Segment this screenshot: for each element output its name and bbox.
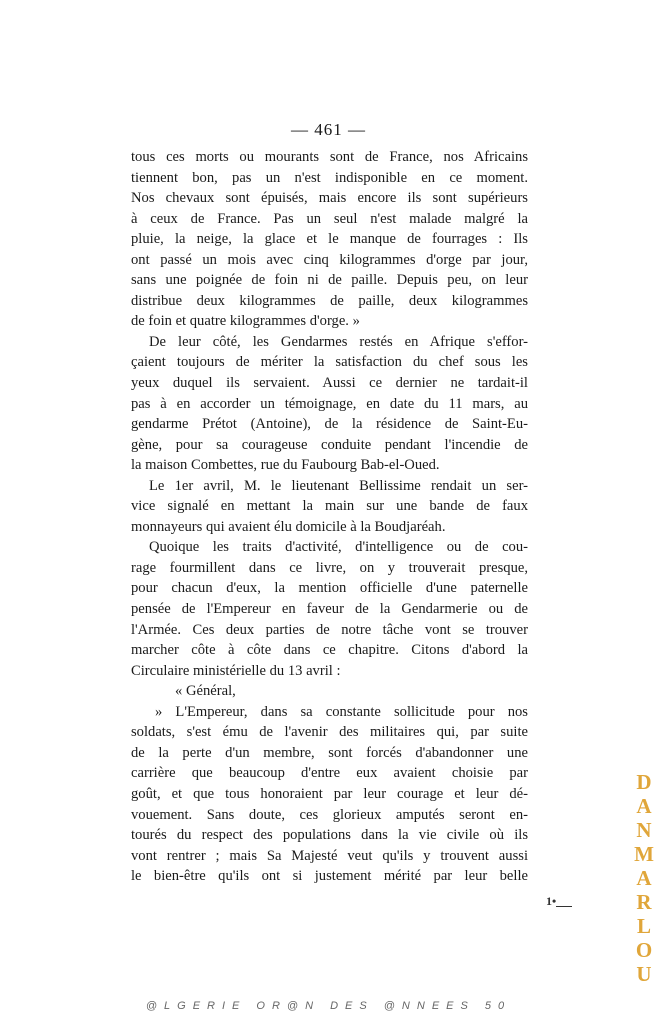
text-line: çaient toujours de mériter la satisfaction du chef sous les — [131, 354, 528, 371]
watermark-letter: R — [636, 890, 652, 914]
text-line: l'Armée. Ces deux parties de notre tâche vont se trouver — [131, 621, 528, 638]
text-line: Le 1er avril, M. le lieutenant Bellissime rendait un ser- — [149, 477, 528, 494]
text-line: vice signalé en mettant la main sur une bande de faux — [131, 498, 528, 515]
text-line: vouement. Sans doute, ces glorieux amputés seront en- — [131, 806, 528, 823]
text-line: tous ces morts ou mourants sont de France, nos Africains — [131, 149, 528, 165]
text-line: ont passé un mois avec cinq kilogrammes d'orge par jour, — [131, 251, 528, 268]
text-line: marcher côte à côte dans ce chapitre. Citons d'abord la — [131, 642, 528, 659]
watermark-letter: N — [636, 818, 652, 842]
watermark-letter: M — [634, 842, 654, 866]
text-line: à ceux de France. Pas un seul n'est malade malgré la — [131, 210, 528, 227]
text-line: gène, pour sa courageuse conduite pendant l'incendie de — [131, 436, 528, 453]
text-line: » L'Empereur, dans sa constante sollicitude pour nos — [155, 703, 528, 720]
text-line: tiennent bon, pas un n'est indisponible en ce moment. — [131, 169, 528, 186]
page-number: — 461 — — [291, 120, 366, 139]
footer-watermark: @LGERIE OR@N DES @NNEES 50 — [145, 1000, 512, 1012]
signature-mark: 1• — [546, 894, 557, 908]
text-line: distribue deux kilogrammes de paille, deux kilogrammes — [131, 292, 528, 309]
watermark-letter: A — [636, 794, 652, 818]
text-line: de foin et quatre kilogrammes d'orge. » — [131, 313, 360, 330]
text-line: Quoique les traits d'activité, d'intelligence ou de cou- — [149, 539, 528, 556]
text-line: carrière que beaucoup d'entre eux avaient choisie par — [131, 765, 528, 782]
text-line: le bien-être qu'ils ont si justement mérité par leur belle — [131, 868, 528, 885]
text-line: pas à en accorder un témoignage, en date du 11 mars, au — [131, 395, 528, 412]
text-line: vont rentrer ; mais Sa Majesté veut qu'ils y trouvent aussi — [131, 847, 528, 864]
text-line: pluie, la neige, la glace et le manque de fourrages : Ils — [131, 231, 528, 248]
text-line: goût, et que tous honoraient par leur courage et leur dé- — [131, 785, 528, 802]
watermark-vertical — [631, 770, 657, 990]
watermark-letter: A — [636, 866, 652, 890]
text-line: Circulaire ministérielle du 13 avril : — [131, 662, 341, 679]
text-line: la maison Combettes, rue du Faubourg Bab-el-Oued. — [131, 457, 440, 474]
text-line: tourés du respect des populations dans la vie civile où ils — [131, 827, 528, 844]
text-line: sans une poignée de foin ni de paille. Depuis peu, on leur — [131, 272, 528, 289]
text-line: gendarme Prétot (Antoine), de la résidence de Saint-Eu- — [131, 416, 528, 433]
text-line: soldats, s'est ému de l'avenir des militaires qui, par suite — [131, 724, 528, 741]
watermark-letter: O — [635, 938, 653, 962]
text-line: monnayeurs qui avaient élu domicile à la Boudjaréah. — [131, 518, 446, 535]
text-line: de la perte d'un membre, sont forcés d'abandonner une — [131, 744, 528, 761]
text-line: pour chacun d'eux, la mention officielle d'une paternelle — [131, 580, 528, 597]
text-line: pensée de l'Empereur en faveur de la Gendarmerie ou de — [131, 601, 528, 618]
body-text — [131, 147, 528, 887]
text-line: De leur côté, les Gendarmes restés en Afrique s'effor- — [149, 333, 528, 350]
corner-rule — [556, 906, 572, 907]
watermark-letter: U — [636, 962, 652, 986]
watermark-letter: D — [636, 770, 652, 794]
text-line: yeux duquel ils servaient. Aussi ce dernier ne tardait-il — [131, 375, 528, 392]
watermark-letter: L — [636, 914, 651, 938]
text-line: Nos chevaux sont épuisés, mais encore ils sont supérieurs — [131, 190, 528, 207]
text-line: rage fourmillent dans ce livre, on y trouverait presque, — [131, 559, 528, 576]
text-line: « Général, — [175, 683, 236, 700]
